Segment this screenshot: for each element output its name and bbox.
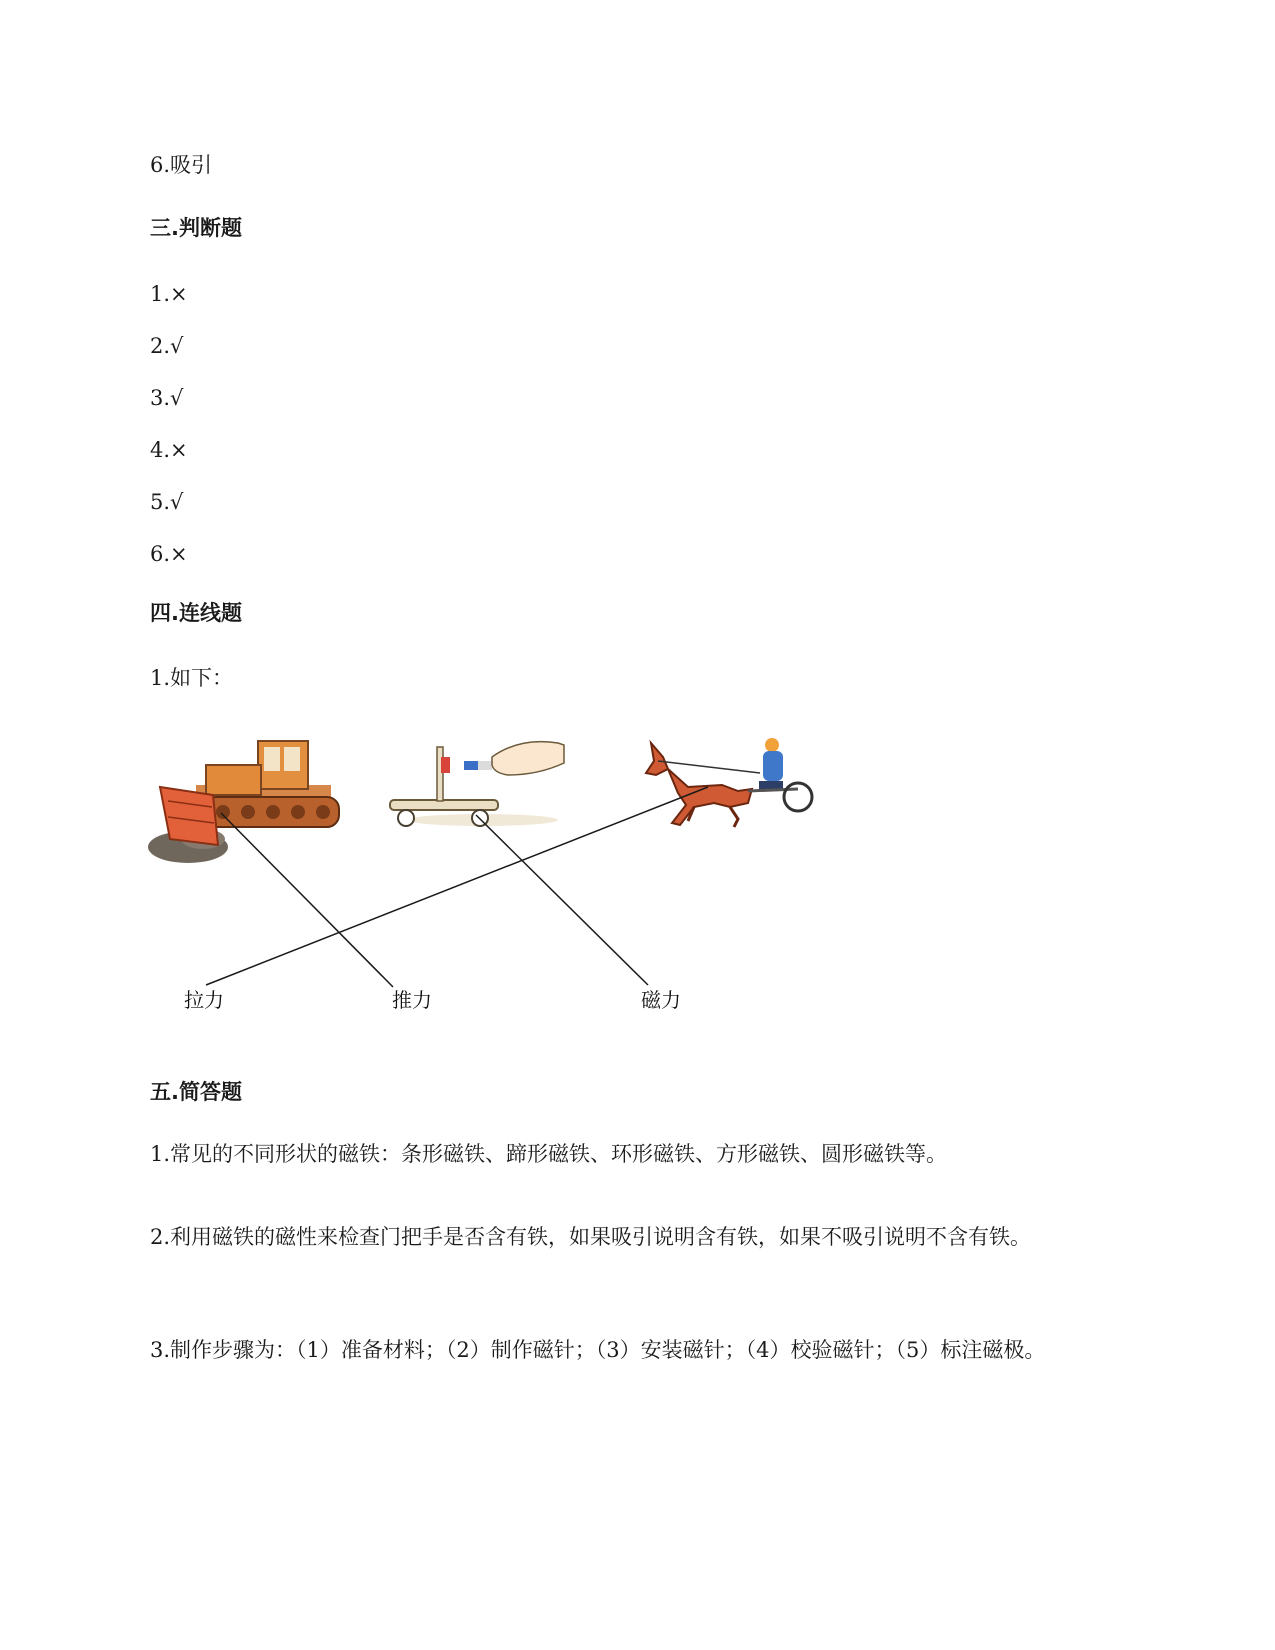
short-answer: 3.制作步骤为：（1）准备材料；（2）制作磁针；（3）安装磁针；（4）校验磁针；（5）标注磁极。 (150, 1338, 1046, 1362)
bulldozer-picture (148, 741, 339, 863)
short-answer: 2.利用磁铁的磁性来检查门把手是否含有铁，如果吸引说明含有铁，如果不吸引说明不含有铁。 (150, 1225, 1032, 1249)
judge-answer: 2.√ (150, 334, 184, 358)
connect-line-bulldozer-push (221, 813, 393, 987)
short-answer: 1.常见的不同形状的磁铁：条形磁铁、蹄形磁铁、环形磁铁、方形磁铁、圆形磁铁等。 (150, 1142, 948, 1166)
judge-answer: 3.√ (150, 386, 184, 410)
matching-answer-intro: 1.如下： (150, 666, 234, 690)
label-push: 推力 (392, 988, 432, 1012)
horse-cart-picture (646, 738, 812, 827)
judge-answer: 6.× (150, 542, 188, 566)
previous-answer: 6.吸引 (150, 153, 213, 177)
magnet-cart-picture (390, 742, 564, 826)
judge-answer: 5.√ (150, 490, 184, 514)
matching-figure (148, 735, 838, 1055)
section3-title: 三.判断题 (150, 216, 242, 240)
label-pull: 拉力 (184, 988, 224, 1012)
connect-line-cart-magnetic (476, 815, 648, 985)
section5-title: 五.简答题 (150, 1080, 242, 1104)
section4-title: 四.连线题 (150, 601, 242, 625)
judge-answer: 1.× (150, 282, 188, 306)
judge-answer: 4.× (150, 438, 188, 462)
label-magnetic: 磁力 (641, 988, 681, 1012)
